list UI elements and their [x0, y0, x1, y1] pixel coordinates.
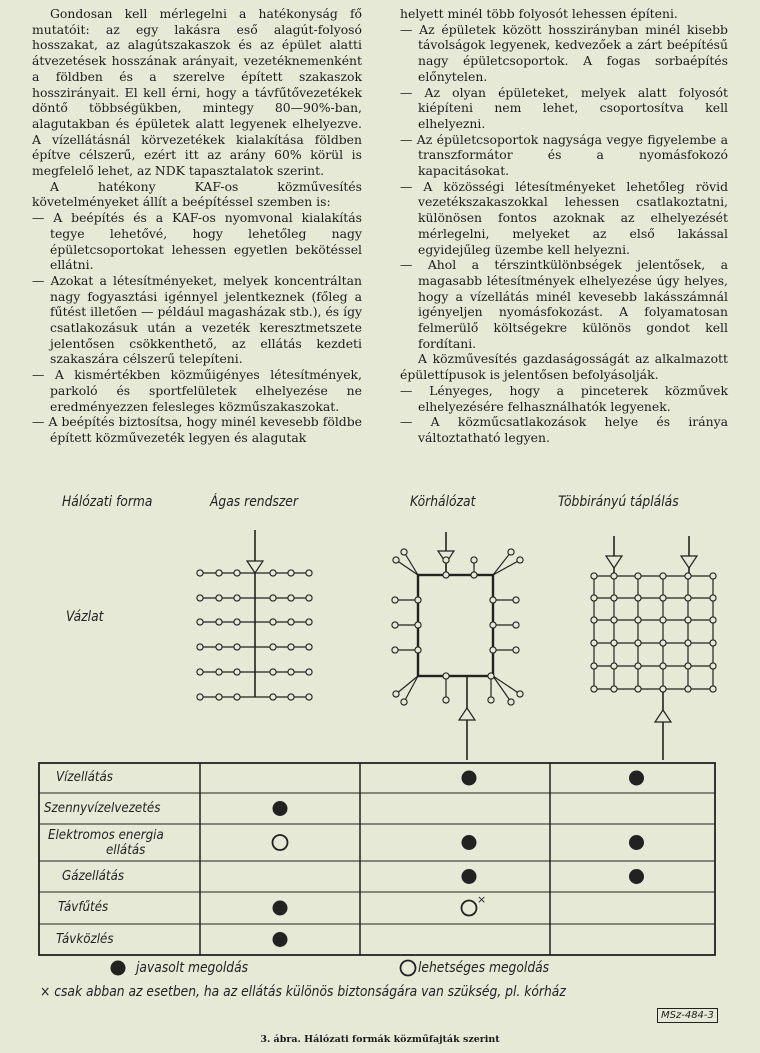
sketch-row-label: Vázlat [66, 609, 104, 625]
right-paragraph: — Az épületek között hosszirányban minél kisebb távolságok legyenek, kedvezőek a zárt beépítésű nagy épületcsoportok. A fogas sorbaépítés előnytelen. [400, 21, 728, 84]
possible-circle [462, 901, 477, 916]
right-paragraph: — Ahol a térszintkülönbségek jelentősek, a magasabb létesítmények elhelyezése úgy helyes, hogy a vízellátás minél kevesebb lakásszámnál igényeljen nyomásfokozást. A folyamatosan felmerülő költségekre különös gondot kell fordítani. [400, 257, 728, 351]
right-paragraph: helyett minél több folyosót lehessen építeni. [400, 6, 678, 21]
column-title-ring: Körhálózat [410, 494, 476, 510]
recommended-dot [462, 771, 477, 786]
left-paragraph: — A beépítés biztosítsa, hogy minél kevesebb földbe épített közművezeték legyen és alagutak [32, 414, 362, 445]
right-paragraph: — A közműcsatlakozások helye és iránya változtatható legyen. [400, 414, 728, 445]
legend-possible-label: lehetséges megoldás [418, 960, 550, 976]
right-paragraph: — Lényeges, hogy a pinceterek közművek elhelyezésére felhasználhatók legyenek. [400, 382, 728, 414]
recommended-dot [273, 901, 288, 916]
figure-caption: 3. ábra. Hálózati formák közműfajták szerint [260, 1034, 500, 1045]
left-paragraph: — Azokat a létesítményeket, melyek koncentráltan nagy fogyasztási igénnyel jelentkeznek (főleg a fűtést illetően — például magasházak stb.), és így csatlakozásuk után a vezeték keresztmetszete jelentősen csökkenthető, az ellátás kezdeti szakaszára célszerű telepíteni. [32, 272, 362, 367]
recommended-dot [462, 869, 477, 884]
special-case-mark: × [477, 893, 487, 906]
table-row-label: Távfűtés [58, 899, 109, 915]
possible-circle [273, 835, 288, 850]
table-row-label: Elektromos energia [48, 826, 164, 843]
recommended-dot [462, 835, 477, 850]
recommended-dot [629, 835, 644, 850]
legend-recommended-dot [111, 961, 126, 976]
recommended-dot [273, 801, 288, 816]
right-paragraph: A közművesítés gazdaságosságát az alkalmazott épülettípusok is jelentősen befolyásolják. [400, 351, 728, 383]
table-row-label: Szennyvízelvezetés [44, 799, 161, 816]
column-title-branched: Ágas rendszer [210, 494, 298, 510]
standard-code: MSz-484-3 [657, 1008, 718, 1023]
column-title-multi-feed: Többirányú táplálás [558, 494, 679, 510]
table-row-label: Távközlés [56, 930, 114, 947]
network-form-header: Hálózati forma [62, 494, 153, 510]
legend-recommended-label: javasolt megoldás [136, 960, 249, 976]
left-paragraph: A hatékony KAF-os közművesítés követelményeket állít a beépítéssel szemben is: [32, 178, 362, 210]
left-paragraph: — A beépítés és a KAF-os nyomvonal kialakítás tegye lehetővé, hogy lehetőleg nagy épületcsoportokat lehessen egyetlen bekötéssel ellátni. [32, 210, 362, 273]
legend-footnote: × csak abban az esetben, ha az ellátás különös biztonságára van szükség, pl. kórház [40, 984, 566, 1000]
table-row-label: ellátás [106, 841, 146, 858]
recommended-dot [273, 932, 288, 947]
legend-possible-circle [401, 961, 416, 976]
table-row-label: Vízellátás [56, 769, 113, 785]
recommended-dot [629, 771, 644, 786]
right-paragraph: — A közösségi létesítményeket lehetőleg rövid vezetékszakaszokkal lehessen csatlakoztatni, különösen fontos azoknak az elhelyezését mérlegelni, melyeket az első lakással egyidejűleg üzembe kell helyezni. [400, 178, 728, 257]
right-paragraph: — Az épületcsoportok nagysága vegye figyelembe a transzformátor és a nyomásfokozó kapacitásokat. [400, 131, 728, 179]
right-paragraph: — Az olyan épületeket, melyek alatt folyosót kiépíteni nem lehet, csoportosítva kell elhelyezni. [400, 84, 728, 131]
left-paragraph: — A kismértékben közműigényes létesítmények, parkoló és sportfelületek elhelyezése ne eredményezzen felesleges közműszakaszokat. [32, 367, 362, 414]
table-frame [39, 763, 715, 955]
left-paragraph: Gondosan kell mérlegelni a hatékonyság fő mutatóit: az egy lakásra eső alagút-folyosó hosszakat, az alagútszakaszok és az épület alatti átvezetések hosszának arányait, vezetéknemenként a földben és a szerelve épített szakaszok hosszirányait. El kell érni, hogy a távfűtővezetékek döntő többségükben, mintegy 80—90%-ban, alagutakban és épületek alatt legyenek elhelyezve. A vízellátásnál körvezetékek kialakítása földben építve célszerű, ezért itt az arány 60% körül is megfelelő lehet, az NDK tapasztalatok szerint. [32, 6, 362, 179]
table-row-label: Gázellátás [62, 867, 125, 884]
recommended-dot [629, 869, 644, 884]
